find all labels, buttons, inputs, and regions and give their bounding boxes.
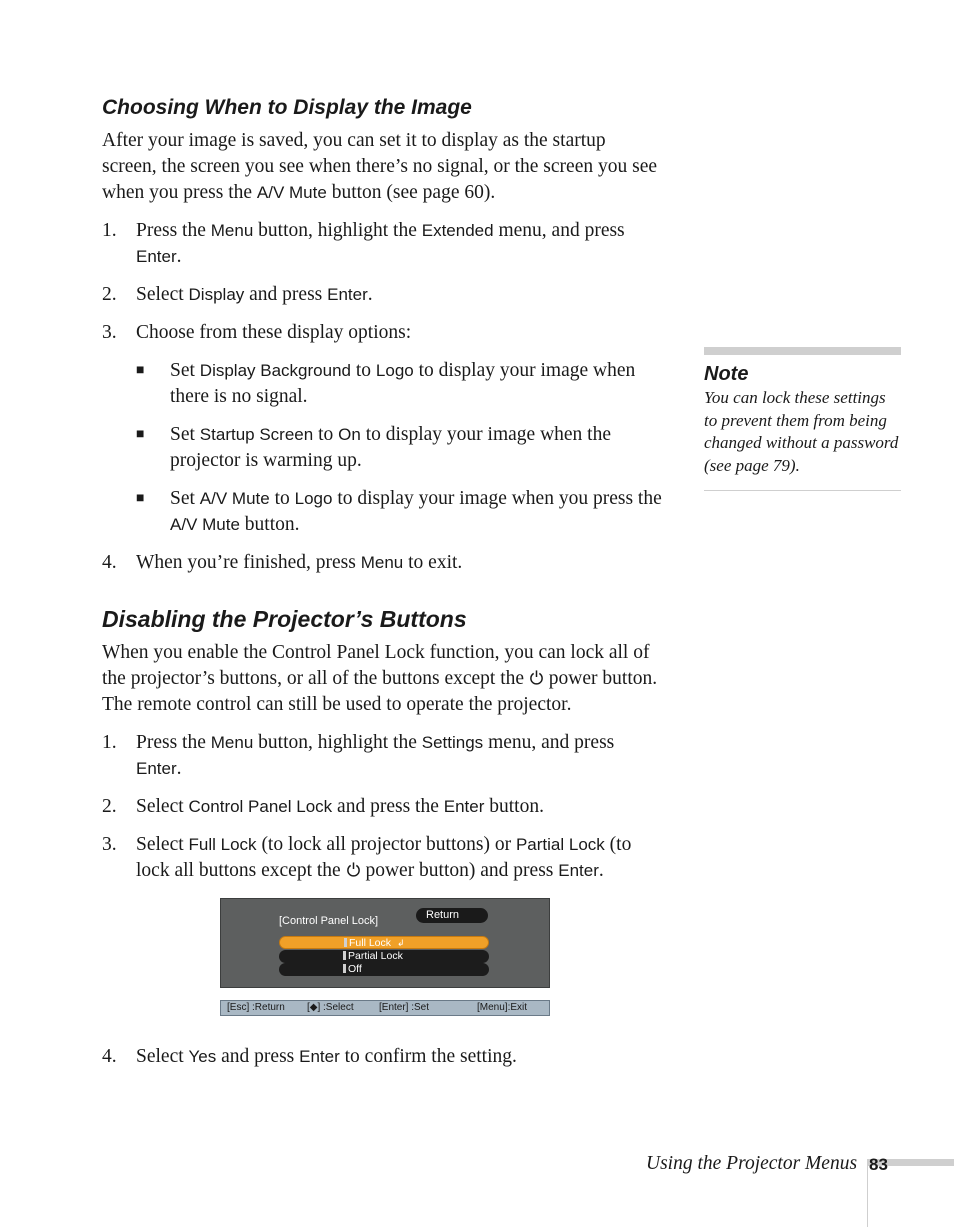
ui-term: A/V Mute — [199, 489, 270, 508]
footer-hint-enter: [Enter] :Set — [379, 1002, 430, 1013]
footer-hint-select: [◆] :Select — [307, 1002, 354, 1013]
text: menu, and press — [493, 220, 625, 241]
text: to display your image when you press the — [332, 488, 662, 509]
text: . — [176, 758, 182, 779]
option-marker-icon — [343, 964, 346, 973]
bullet-list — [102, 358, 664, 538]
footer-chapter-title: Using the Projector Menus — [646, 1153, 858, 1174]
menu-option-full-lock — [279, 936, 489, 949]
step-1 — [102, 218, 664, 270]
side-note — [704, 347, 901, 491]
bullet-item — [136, 358, 664, 410]
ui-term: Logo — [294, 489, 333, 508]
text: Select — [136, 1046, 189, 1067]
main-content — [102, 94, 664, 1082]
power-icon — [529, 669, 544, 685]
option-marker-icon — [344, 938, 347, 947]
text: and press — [216, 1046, 300, 1067]
ui-term: Extended — [421, 221, 494, 240]
text: button (see page 60). — [326, 182, 496, 203]
ui-term: Display — [188, 285, 245, 304]
ui-term: Control Panel Lock — [188, 797, 333, 816]
text: to — [351, 360, 376, 381]
power-icon — [346, 861, 361, 877]
bullet-square-icon: ■ — [136, 363, 145, 378]
text: to — [313, 424, 339, 445]
step-number: 4. — [102, 1046, 117, 1067]
ui-term: On — [338, 425, 361, 444]
text: to display your image when there is no signal. — [170, 360, 636, 407]
ui-term: Enter — [558, 861, 599, 880]
step-3 — [102, 832, 664, 884]
menu-return-button: Return — [416, 908, 488, 923]
text: power button) and press — [360, 860, 559, 881]
footer-hint-esc: [Esc] :Return — [227, 1002, 285, 1013]
text: After your image is saved, you can set it to display as the startup screen, the screen you see when there’s no signal, or the screen you see when you press the — [102, 130, 657, 203]
text: and press — [244, 284, 328, 305]
text: . — [176, 246, 182, 267]
enter-icon: ↲ — [397, 938, 405, 948]
text: menu, and press — [483, 732, 615, 753]
text: Select — [136, 284, 189, 305]
text: . — [598, 860, 604, 881]
option-label: Off — [348, 963, 362, 975]
step-2 — [102, 282, 664, 308]
step-4 — [102, 1044, 664, 1070]
step-number: 2. — [102, 284, 117, 305]
page-number: 83 — [869, 1155, 888, 1174]
ui-term: Enter — [299, 1047, 340, 1066]
step-number: 4. — [102, 552, 117, 573]
ui-term: Menu — [210, 733, 254, 752]
ui-term: Enter — [443, 797, 485, 816]
ui-term: Logo — [375, 361, 414, 380]
text: (to lock all buttons except the — [136, 834, 632, 881]
text: Set — [170, 424, 200, 445]
text: Select — [136, 796, 189, 817]
footer-hint-menu: [Menu]:Exit — [477, 1002, 528, 1013]
ui-term: Settings — [421, 733, 484, 752]
ui-term: Enter — [136, 759, 177, 778]
text: . — [367, 284, 373, 305]
option-marker-icon — [343, 951, 346, 960]
bullet-square-icon: ■ — [136, 427, 145, 442]
note-top-rule — [704, 347, 901, 355]
text: Press the — [136, 220, 211, 241]
text: Press the — [136, 732, 211, 753]
step-number: 3. — [102, 834, 117, 855]
ui-term: Startup Screen — [199, 425, 314, 444]
section-heading-display-image: Choosing When to Display the Image — [102, 96, 472, 119]
text: button. — [239, 514, 300, 535]
text: When you enable the Control Panel Lock function, you can lock all of the projector’s buttons, or all of the buttons except the — [102, 642, 650, 689]
ui-term: Partial Lock — [515, 835, 605, 854]
bullet-item — [136, 422, 664, 474]
text: button, highlight the — [253, 220, 422, 241]
step-number: 3. — [102, 322, 117, 343]
note-bottom-rule — [704, 490, 901, 491]
step-3 — [102, 320, 664, 346]
ui-term: A/V Mute — [256, 183, 327, 202]
bullet-square-icon: ■ — [136, 491, 145, 506]
ui-term: Yes — [188, 1047, 217, 1066]
text: Set — [170, 488, 200, 509]
text: Select — [136, 834, 189, 855]
option-label: Full Lock — [349, 937, 392, 949]
step-1 — [102, 730, 664, 782]
ui-term: A/V Mute — [170, 515, 240, 534]
ui-term: Full Lock — [188, 835, 257, 854]
ui-term: Enter — [327, 285, 368, 304]
bullet-item — [136, 486, 664, 538]
paragraph-disable-buttons-intro — [102, 640, 664, 718]
option-label: Partial Lock — [348, 950, 403, 962]
text: button. — [484, 796, 544, 817]
text: power button. The remote control can still be used to operate the projector. — [102, 668, 658, 715]
text: to exit. — [403, 552, 463, 573]
ui-term: Menu — [360, 553, 404, 572]
menu-panel — [220, 898, 550, 988]
text: to confirm the setting. — [339, 1046, 517, 1067]
control-panel-lock-menu-screenshot — [220, 898, 550, 1018]
paragraph-display-image-intro — [102, 128, 664, 206]
text: Set — [170, 360, 200, 381]
menu-option-off — [279, 963, 489, 976]
text: and press the — [332, 796, 444, 817]
text: button, highlight the — [253, 732, 422, 753]
menu-option-partial-lock — [279, 950, 489, 963]
note-title: Note — [704, 363, 749, 385]
text: Choose from these display options: — [136, 322, 412, 343]
text: to display your image when the projector is warming up. — [170, 424, 612, 471]
step-4 — [102, 550, 664, 576]
step-2 — [102, 794, 664, 820]
ui-term: Enter — [136, 247, 177, 266]
text: When you’re finished, press — [136, 552, 361, 573]
menu-title: [Control Panel Lock] — [279, 915, 379, 927]
step-number: 2. — [102, 796, 117, 817]
note-text: You can lock these settings to prevent them from being changed without a password (see page 79). — [704, 388, 899, 475]
footer-divider — [867, 1159, 868, 1227]
ui-term: Display Background — [199, 361, 351, 380]
step-number: 1. — [102, 220, 117, 241]
section-heading-disable-buttons: Disabling the Projector’s Buttons — [102, 606, 467, 632]
text: to — [269, 488, 295, 509]
step-number: 1. — [102, 732, 117, 753]
ui-term: Menu — [210, 221, 254, 240]
text: (to lock all projector buttons) or — [256, 834, 516, 855]
menu-footer-bar — [220, 1000, 550, 1016]
